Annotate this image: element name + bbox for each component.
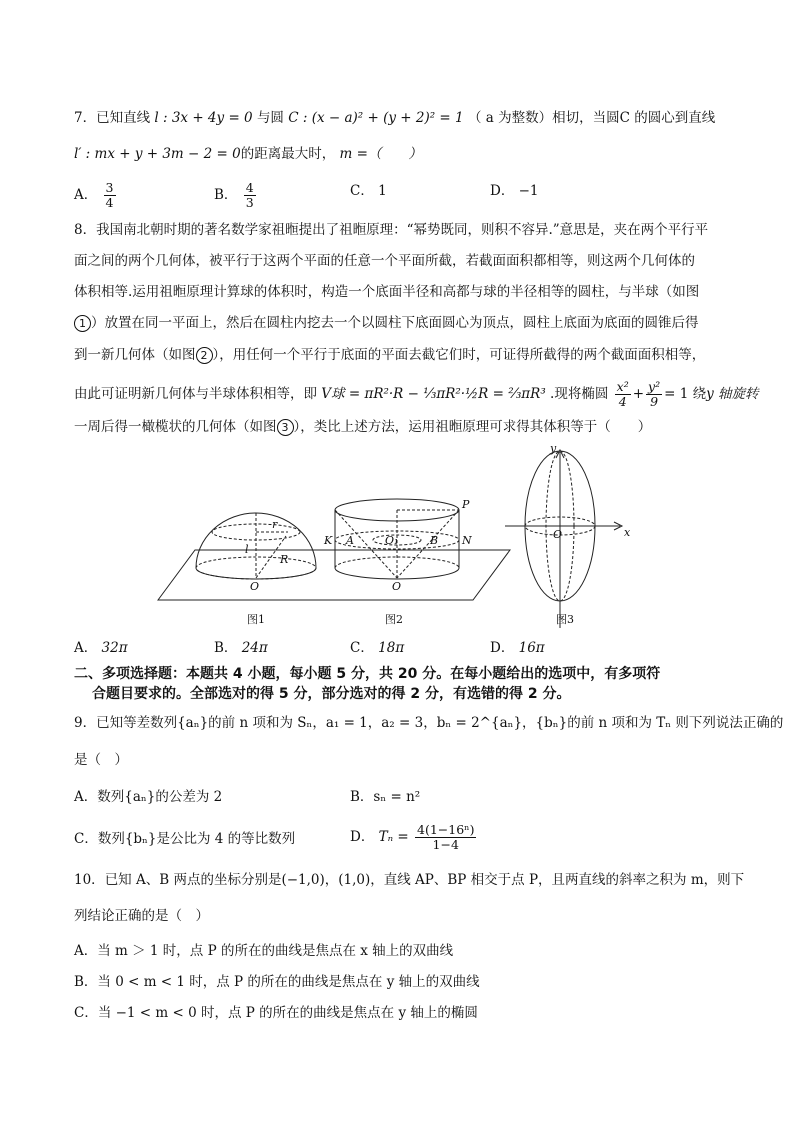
caption-fig2: 图2: [385, 613, 403, 626]
geometry-figure: [140, 440, 660, 635]
volume-formula: V球 = πR²·R − ⅓πR²·½R = ⅔πR³: [321, 386, 546, 402]
q7-option-b[interactable]: B． $\frac{4}{3}$: [214, 180, 254, 210]
q7-line2: l′ : mx + y + 3m − 2 = 0的距离最大时， m =（ ）: [74, 146, 422, 162]
label-P: P: [462, 498, 470, 511]
q8-line4: 1 ）放置在同一平面上，然后在圆柱内挖去一个以圆柱下底面圆心为顶点，圆柱上底面为底面的圆锥后得: [74, 313, 699, 333]
label-R: R: [280, 553, 289, 566]
label-O-fig3: O: [553, 528, 563, 541]
q8-option-d[interactable]: D． 16π: [490, 640, 545, 656]
q8-option-b[interactable]: B． 24π: [214, 640, 268, 656]
q10-option-a[interactable]: A．当 m ＞ 1 时，点 P 的所在的曲线是焦点在 x 轴上的双曲线: [74, 943, 454, 959]
label-N: N: [462, 534, 472, 547]
label-r: r: [272, 518, 278, 531]
figure-ref-2: 2: [196, 347, 213, 364]
q8-line1: 8．我国南北朝时期的著名数学家祖暅提出了祖暅原理：“幂势既同，则积不容异.”意思是，夹在两个平行平: [74, 222, 709, 238]
label-O1: O₁: [385, 534, 399, 547]
q7-line1: 7．已知直线 l : 3x + 4y = 0 与圆 C : (x − a)² + (y + 2)² = 1 （ a 为整数）相切，当圆C 的圆心到直线: [74, 110, 716, 126]
figure-ref-1: 1: [74, 315, 91, 332]
q8-line2: 面之间的两个几何体，被平行于这两个平面的任意一个平面所截，若截面面积都相等，则这两个几何体的: [74, 253, 695, 269]
q9-option-c[interactable]: C．数列{bₙ}是公比为 4 的等比数列: [74, 831, 296, 847]
q10-line2: 列结论正确的是（ ）: [74, 908, 209, 924]
section2-heading-line2: 合题目要求的。全部选对的得 5 分，部分选对的得 2 分，有选错的得 2 分。: [92, 686, 571, 702]
label-O-fig2: O: [392, 580, 402, 593]
label-B: B: [430, 534, 439, 547]
q9-option-b[interactable]: B．sₙ = n²: [350, 789, 421, 805]
label-O-fig1: O: [250, 580, 260, 593]
q9-line2: 是（ ）: [74, 752, 128, 768]
q9-line1: 9．已知等差数列{aₙ}的前 n 项和为 Sₙ，a₁ = 1，a₂ = 3，bₙ = 2^{aₙ}，{bₙ}的前 n 项和为 Tₙ 则下列说法正确的: [74, 715, 784, 731]
q8-line7: 一周后得一橄榄状的几何体（如图 3 ），类比上述方法，运用祖暅原理可求得其体积等于（ ）: [74, 419, 652, 435]
q8-line6: 由此可证明新几何体与半球体积相等，即 V球 = πR²·R − ⅓πR²·½R = ⅔πR³ .现将椭圆 $\frac{\text{x²}}{4}$ + $\frac{\text{y²}}{9}$ = 1 绕y 轴旋转: [74, 379, 759, 409]
q8-option-c[interactable]: C． 18π: [350, 640, 405, 656]
label-A: A: [346, 534, 354, 547]
q10-option-b[interactable]: B．当 0 < m < 1 时，点 P 的所在的曲线是焦点在 y 轴上的双曲线: [74, 974, 480, 990]
q10-option-c[interactable]: C．当 −1 < m < 0 时，点 P 的所在的曲线是焦点在 y 轴上的椭圆: [74, 1005, 478, 1021]
q8-option-a[interactable]: A． 32π: [74, 640, 128, 656]
label-x: x: [624, 526, 631, 539]
q9-option-a[interactable]: A．数列{aₙ}的公差为 2: [74, 789, 223, 805]
label-K: K: [324, 534, 333, 547]
q8-line3: 体积相等.运用祖暅原理计算球的体积时，构造一个底面半径和高都与球的半径相等的圆柱，与半球（如图: [74, 284, 700, 300]
caption-fig3: 图3: [556, 613, 574, 626]
label-l: l: [245, 543, 249, 556]
section2-heading-line1: 二、多项选择题：本题共 4 小题，每小题 5 分，共 20 分。在每小题给出的选项中，有多项符: [74, 666, 661, 682]
label-y: y: [550, 442, 557, 455]
q7-option-c[interactable]: C． 1: [350, 183, 387, 199]
q8-line5: 到一新几何体（如图 2 ），用任何一个平行于底面的平面去截它们时，可证得所截得的两个截面面积相等，: [74, 347, 706, 363]
q7-option-d[interactable]: D． −1: [490, 183, 539, 199]
figure-ref-3: 3: [277, 419, 294, 436]
q7-option-a[interactable]: A． $\frac{3}{4}$: [74, 180, 114, 210]
caption-fig1: 图1: [247, 613, 265, 626]
q10-line1: 10．已知 A、B 两点的坐标分别是(−1,0)，(1,0)，直线 AP、BP 相交于点 P，且两直线的斜率之积为 m，则下: [74, 872, 745, 888]
q9-option-d[interactable]: D． Tₙ = $\frac{\text{4(1−16ⁿ)}}{1-4}$: [350, 822, 475, 852]
